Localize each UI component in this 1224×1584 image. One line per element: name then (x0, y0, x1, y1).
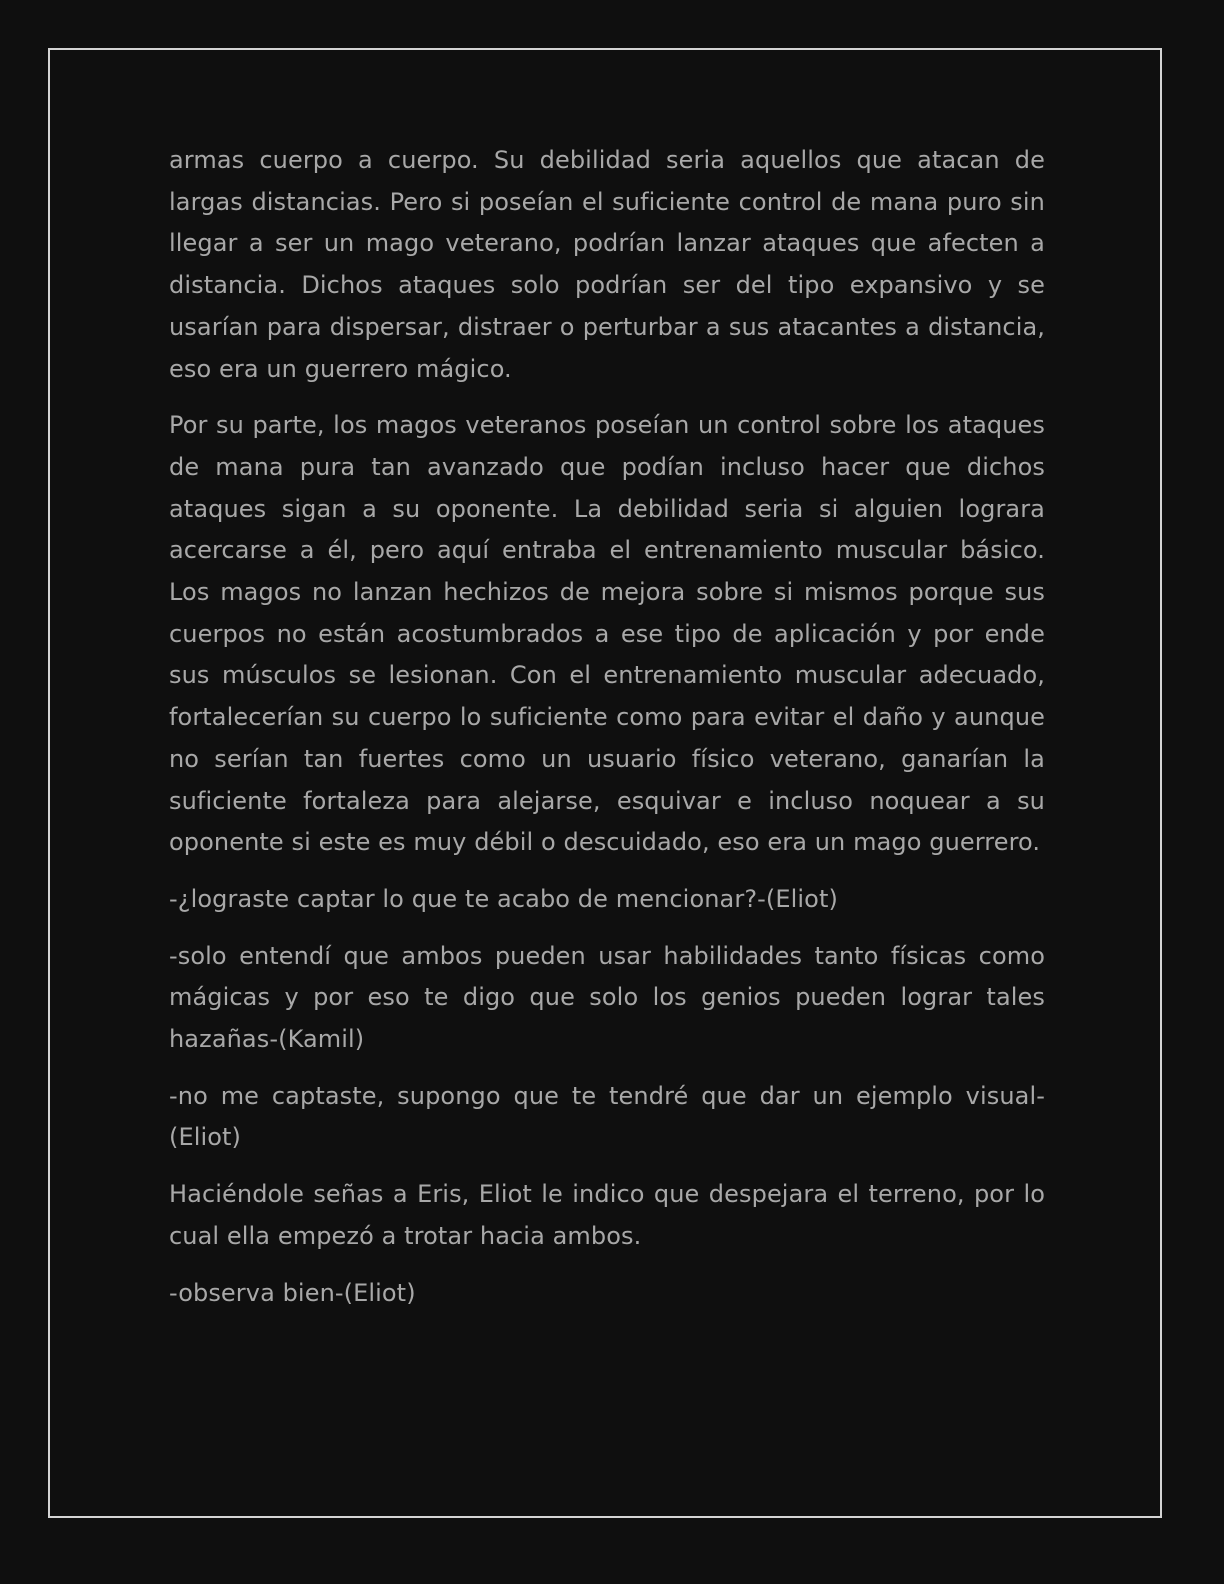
dialogue-eliot-ejemplo: -no me captaste, supongo que te tendré que dar un ejemplo visual-(Eliot) (169, 1081, 1045, 1152)
dialogue-eliot-pregunta: -¿lograste captar lo que te acabo de mencionar?-(Eliot) (169, 884, 838, 913)
dialogue-eliot-observa: -observa bien-(Eliot) (169, 1278, 416, 1307)
story-text (169, 140, 1045, 1329)
dialogue-kamil-respuesta: -solo entendí que ambos pueden usar habilidades tanto físicas como mágicas y por eso te digo que solo los genios pueden lograr tales hazañas-(Kamil) (169, 941, 1045, 1054)
paragraph-guerrero-magico: armas cuerpo a cuerpo. Su debilidad seria aquellos que atacan de largas distancias. Pero si poseían el suficiente control de mana puro sin llegar a ser un mago veterano, podrían lanzar ataques que afecten a distancia. Dichos ataques solo podrían ser del tipo expansivo y se usarían para dispersar, distraer o perturbar a sus atacantes a distancia, eso era un guerrero mágico. (169, 146, 1045, 383)
paragraph-eris-senas: Haciéndole señas a Eris, Eliot le indico que despejara el terreno, por lo cual ella empezó a trotar hacia ambos. (169, 1180, 1045, 1250)
paragraph-mago-guerrero: Por su parte, los magos veteranos poseían un control sobre los ataques de mana pura tan avanzado que podían incluso hacer que dichos ataques sigan a su oponente. La debilidad seria si alguien lograra acercarse a él, pero aquí entraba el entrenamiento muscular básico. Los magos no lanzan hechizos de mejora sobre si mismos porque sus cuerpos no están acostumbrados a ese tipo de aplicación y por ende sus músculos se lesionan. Con el entrenamiento muscular adecuado, fortalecerían su cuerpo lo suficiente como para evitar el daño y aunque no serían tan fuertes como un usuario físico veterano, ganarían la suficiente fortaleza para alejarse, esquivar e incluso noquear a su oponente si este es muy débil o descuidado, eso era un mago guerrero. (169, 411, 1045, 857)
